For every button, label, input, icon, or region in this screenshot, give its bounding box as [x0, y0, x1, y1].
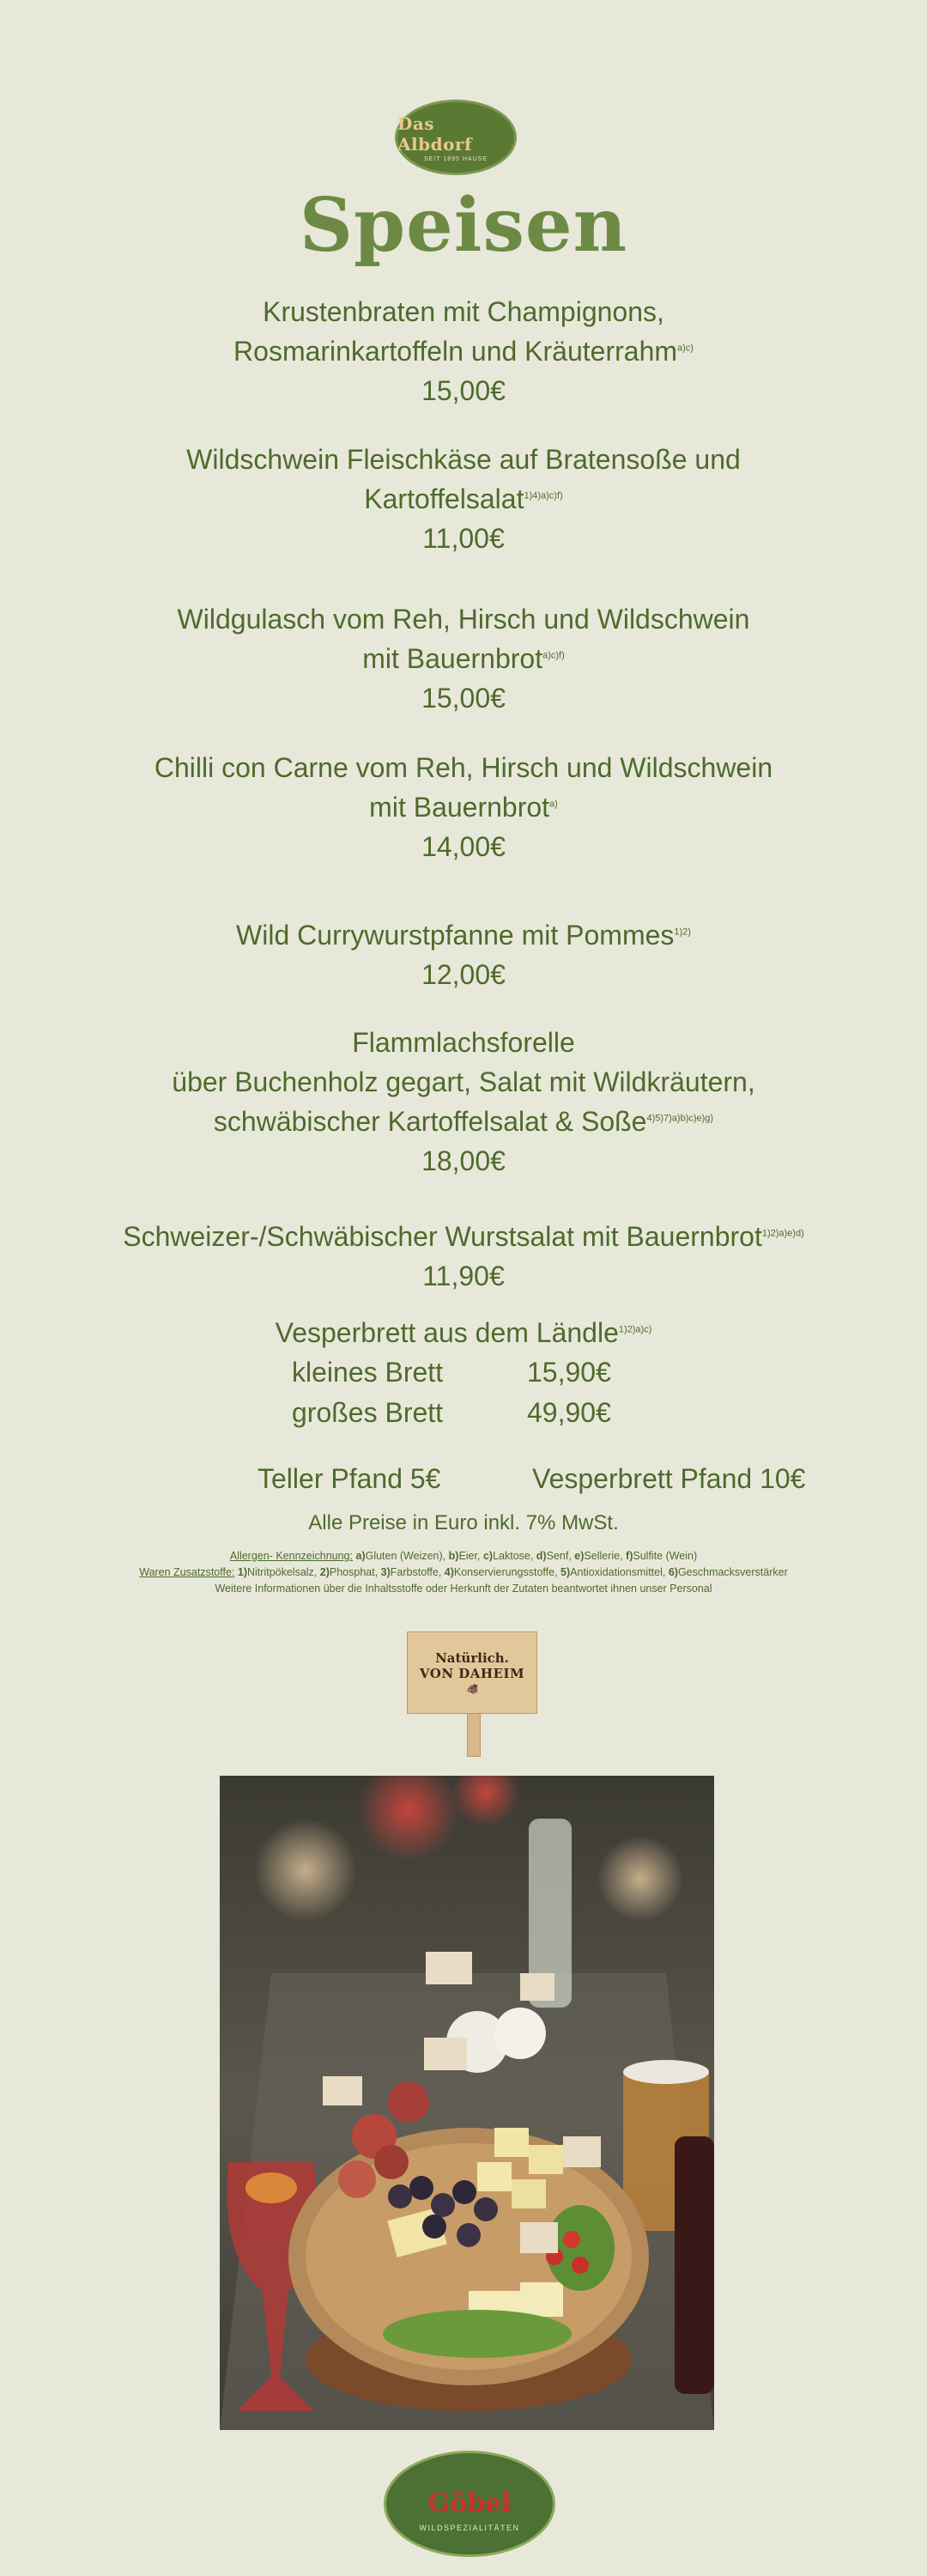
desc: Sulfite (Wein) [633, 1550, 698, 1562]
code: 1) [234, 1566, 247, 1578]
dish-price: 18,00€ [421, 1145, 506, 1176]
dish-line: schwäbischer Kartoffelsalat & Soße [213, 1106, 647, 1137]
code: c) [482, 1550, 494, 1562]
dish-item [0, 1217, 927, 1296]
code: 4) [444, 1566, 454, 1578]
code: 6) [668, 1566, 678, 1578]
dish-line: mit Bauernbrot [362, 643, 543, 674]
dish-line: Kartoffelsalat [364, 483, 524, 514]
allergen-code: a)c)f) [542, 650, 565, 661]
vesper-small-price: 15,90€ [527, 1357, 611, 1388]
dish-line: über Buchenholz gegart, Salat mit Wildkräutern, [172, 1066, 755, 1097]
photo-illustration [220, 1776, 714, 2430]
albdorf-logo [395, 100, 517, 175]
allergen-code: a)c) [677, 343, 694, 354]
dish-line: Krustenbraten mit Champignons, [263, 296, 664, 327]
dish-line: Schweizer-/Schwäbischer Wurstsalat mit Bauernbrot [123, 1221, 762, 1252]
boar-icon: 🐗 [465, 1683, 479, 1695]
goebel-subtitle: WILDSPEZIALITÄTEN [419, 2523, 520, 2532]
code: e) [574, 1550, 585, 1562]
dish-item [0, 292, 927, 410]
goebel-logo [384, 2451, 555, 2557]
code: a) [355, 1550, 366, 1562]
dish-line: Wild Currywurstpfanne mit Pommes [236, 920, 675, 951]
desc: Antioxidationsmittel, [570, 1566, 669, 1578]
dish-price: 14,00€ [421, 831, 506, 862]
desc: Konservierungsstoffe, [453, 1566, 561, 1578]
additives-legend [0, 1564, 927, 1581]
vesper-small-label: kleines Brett [292, 1357, 444, 1388]
allergen-code: a) [549, 799, 558, 810]
dish-item [0, 915, 927, 994]
dish-line: Flammlachsforelle [352, 1027, 575, 1058]
allergen-legend [0, 1548, 927, 1564]
additives-label: Waren Zusatzstoffe: [139, 1566, 235, 1578]
dish-price: 12,00€ [421, 959, 506, 990]
desc: Sellerie, [584, 1550, 627, 1562]
code: 2) [319, 1566, 330, 1578]
sign-line: VON DAHEIM [419, 1666, 525, 1681]
allergen-code: 1)2) [674, 927, 691, 938]
dish-item [0, 1023, 927, 1181]
allergen-label: Allergen- Kennzeichnung: [229, 1550, 353, 1562]
dish-price: 15,00€ [421, 375, 506, 406]
page-title: Speisen [299, 182, 628, 269]
dish-price: 15,00€ [421, 683, 506, 714]
dish-price: 11,00€ [422, 523, 505, 554]
vesper-title-text: Vesperbrett aus dem Ländle [275, 1317, 619, 1348]
allergen-code: 1)2)a)e)d) [761, 1228, 804, 1239]
dish-line: Chilli con Carne vom Reh, Hirsch und Wildschwein [154, 752, 773, 783]
vesperbrett-pfand: Vesperbrett Pfand 10€ [532, 1463, 806, 1494]
desc: Nitritpökelsalz, [247, 1566, 320, 1578]
code: d) [536, 1550, 547, 1562]
allergen-code: 4)5)7)a)b)c)e)g) [646, 1113, 714, 1124]
dish-item [0, 599, 927, 718]
dish-line: Rosmarinkartoffeln und Kräuterrahm [233, 336, 678, 367]
code: 5) [560, 1566, 571, 1578]
code: f) [626, 1550, 633, 1562]
dish-item [0, 440, 927, 558]
sign-post [467, 1709, 481, 1757]
natuerlich-sign [407, 1631, 537, 1714]
dish-price: 11,90€ [422, 1261, 505, 1291]
desc: Eier, [458, 1550, 483, 1562]
dish-line: Wildgulasch vom Reh, Hirsch und Wildschwein [177, 604, 750, 635]
desc: Geschmacksverstärker [677, 1566, 788, 1578]
vat-note: Alle Preise in Euro inkl. 7% MwSt. [308, 1511, 619, 1534]
goebel-name: Göbel [427, 2488, 512, 2518]
code: b) [448, 1550, 459, 1562]
info-note: Weitere Informationen über die Inhaltsstoffe oder Herkunft der Zutaten beantwortet ihnen unser Personal [215, 1583, 712, 1595]
vesperbrett-photo [220, 1776, 714, 2430]
desc: Laktose, [493, 1550, 536, 1562]
sign-line: Natürlich. [435, 1650, 509, 1666]
dish-line: mit Bauernbrot [369, 792, 550, 823]
teller-pfand: Teller Pfand 5€ [258, 1463, 441, 1494]
dish-line: Wildschwein Fleischkäse auf Bratensoße und [186, 444, 741, 475]
vesper-large-label: großes Brett [292, 1397, 444, 1428]
desc: Farbstoffe, [390, 1566, 445, 1578]
desc: Senf, [546, 1550, 575, 1562]
vesper-large-price: 49,90€ [527, 1397, 611, 1428]
allergen-code: 1)2)a)c) [618, 1324, 652, 1335]
dish-item [0, 748, 927, 866]
vesper-title [0, 1317, 927, 1349]
logo-subtitle: SEIT 1895 HAUSE [423, 155, 488, 162]
code: 3) [380, 1566, 391, 1578]
logo-name: Das Albdorf [397, 112, 473, 155]
allergen-code: 1)4)a)c)f) [524, 490, 563, 501]
desc: Gluten (Weizen), [365, 1550, 449, 1562]
desc: Phosphat, [329, 1566, 381, 1578]
